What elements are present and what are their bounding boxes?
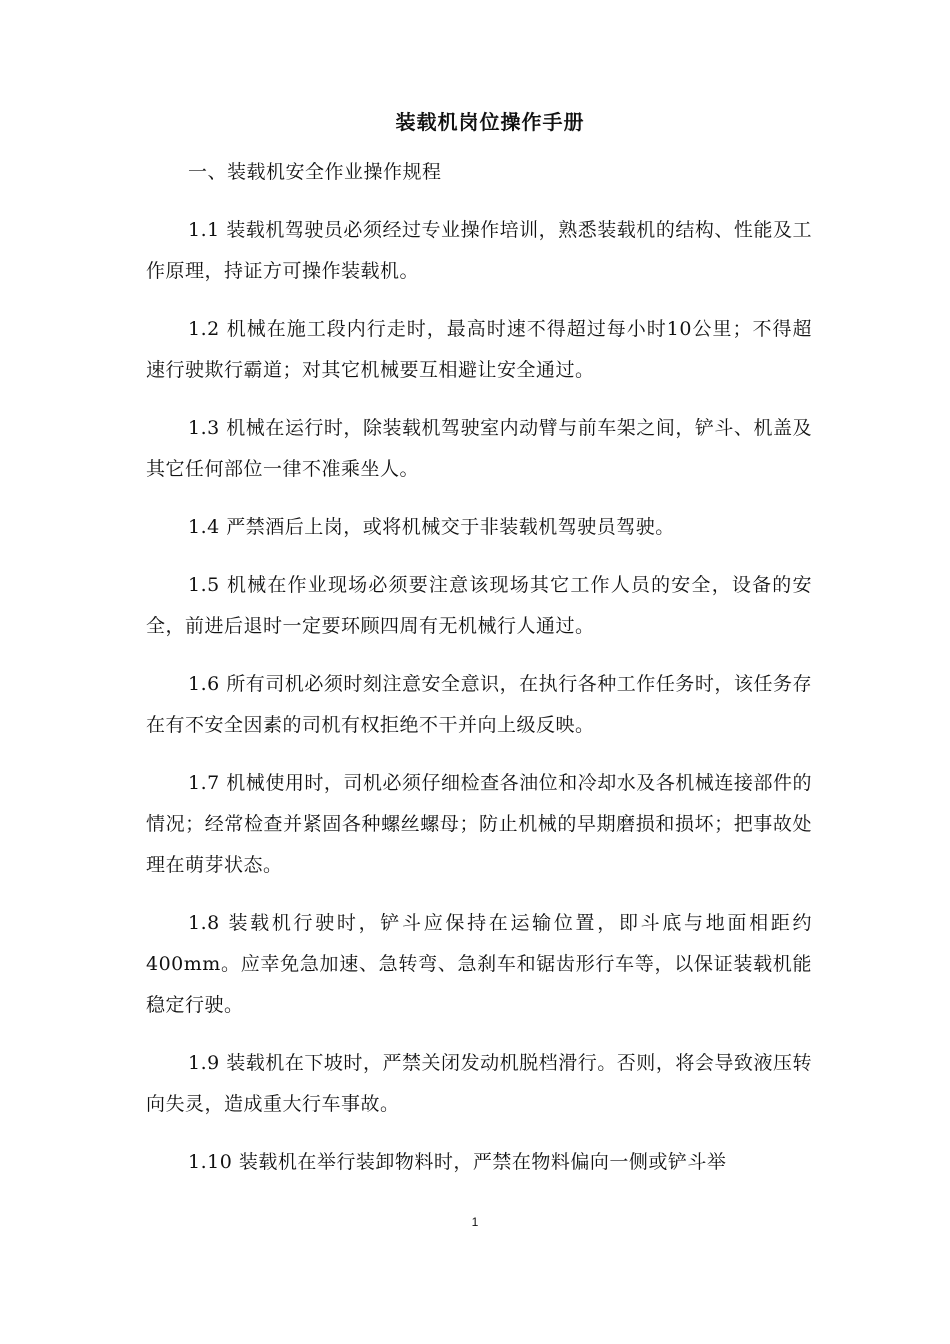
paragraph-1-10: 1.10 装载机在举行装卸物料时，严禁在物料偏向一侧或铲斗举 bbox=[188, 1151, 727, 1173]
paragraph-1-1: 1.1 装载机驾驶员必须经过专业操作培训，熟悉装载机的结构、性能及工作原理，持证方可操作装载机。 bbox=[146, 219, 812, 282]
page-number: 1 bbox=[471, 1215, 479, 1229]
paragraph-1-3: 1.3 机械在运行时，除装载机驾驶室内动臂与前车架之间，铲斗、机盖及其它任何部位一律不准乘坐人。 bbox=[146, 417, 812, 480]
paragraph-1-9: 1.9 装载机在下坡时，严禁关闭发动机脱档滑行。否则，将会导致液压转向失灵，造成重大行车事故。 bbox=[146, 1052, 812, 1115]
paragraph-1-4: 1.4 严禁酒后上岗，或将机械交于非装载机驾驶员驾驶。 bbox=[188, 516, 675, 538]
paragraph-1-6: 1.6 所有司机必须时刻注意安全意识，在执行各种工作任务时，该任务存在有不安全因素的司机有权拒绝不干并向上级反映。 bbox=[146, 673, 812, 736]
section-heading: 一、装载机安全作业操作规程 bbox=[188, 161, 442, 183]
paragraph-1-7: 1.7 机械使用时，司机必须仔细检查各油位和冷却水及各机械连接部件的情况；经常检查并紧固各种螺丝螺母；防止机械的早期磨损和损坏；把事故处理在萌芽状态。 bbox=[146, 772, 812, 876]
paragraph-1-8: 1.8 装载机行驶时，铲斗应保持在运输位置，即斗底与地面相距约400mm。应幸免急加速、急转弯、急刹车和锯齿形行车等，以保证装载机能稳定行驶。 bbox=[146, 912, 812, 1016]
document-body bbox=[146, 152, 812, 1200]
paragraph-1-5: 1.5 机械在作业现场必须要注意该现场其它工作人员的安全，设备的安全，前进后退时一定要环顾四周有无机械行人通过。 bbox=[146, 574, 812, 637]
paragraph-1-2: 1.2 机械在施工段内行走时，最高时速不得超过每小时10公里；不得超速行驶欺行霸道；对其它机械要互相避让安全通过。 bbox=[146, 318, 812, 381]
document-title: 装载机岗位操作手册 bbox=[395, 110, 585, 134]
